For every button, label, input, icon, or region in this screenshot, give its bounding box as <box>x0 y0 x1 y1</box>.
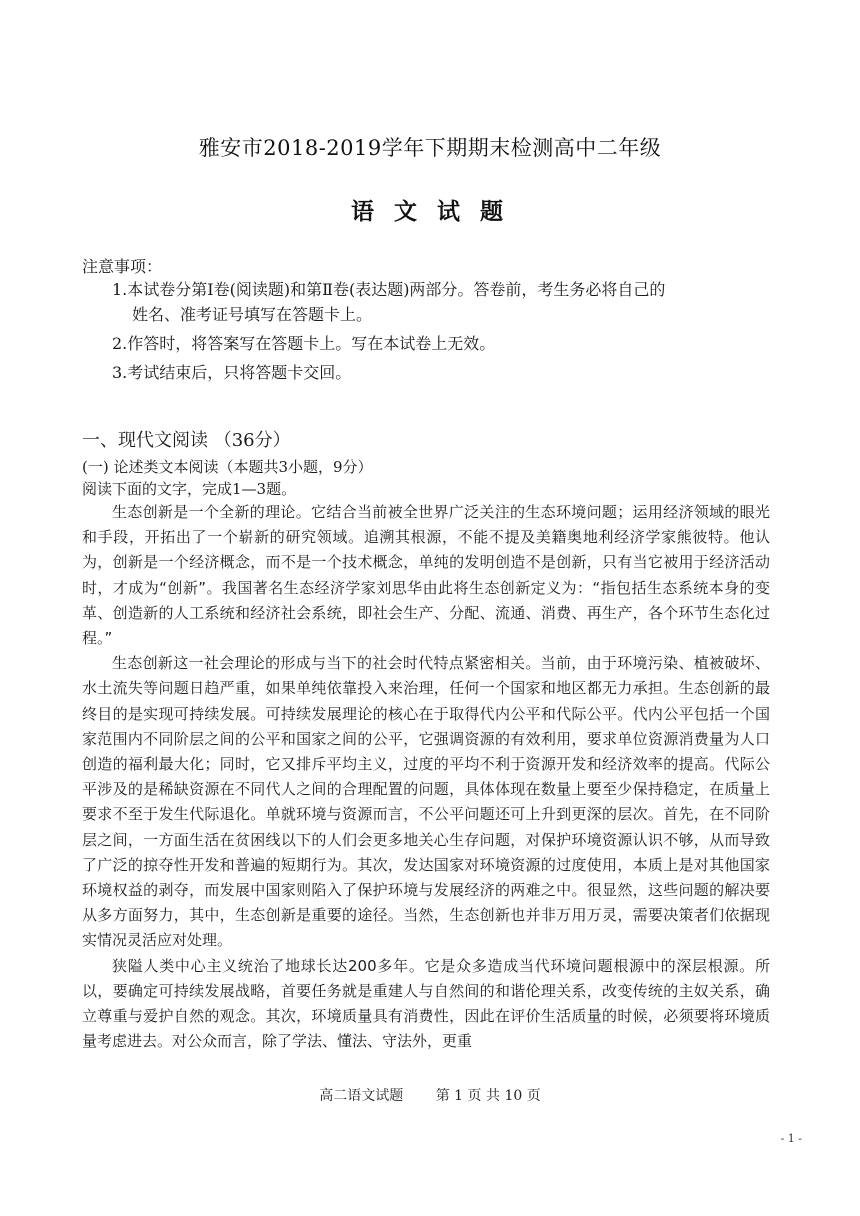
footer-page-number: 第 1 页 共 10 页 <box>435 1088 541 1104</box>
passage-paragraph-3: 狭隘人类中心主义统治了地球长达200多年。它是众多造成当代环境问题根源中的深层根源。所以，要确定可持续发展战略，首要任务就是重建人与自然间的和谐伦理关系，改变传统的主奴关系，确立尊重与爱护自然的观念。其次，环境质量具有消费性，因此在评价生活质量的时候，必须要将环境质量考虑进去。对公众而言，除了学法、懂法、守法外，更重 <box>82 956 770 1051</box>
subsection-heading: (一) 论述类文本阅读（本题共3小题，9分） <box>82 458 373 476</box>
reading-instruction: 阅读下面的文字，完成1—3题。 <box>82 480 297 498</box>
exam-title: 雅安市2018-2019学年下期期末检测高中二年级 <box>198 136 662 160</box>
notice-item-2: 2.作答时，将答案写在答题卡上。写在本试卷上无效。 <box>112 334 496 353</box>
footer-subject: 高二语文试题 <box>319 1088 404 1104</box>
passage-paragraph-1: 生态创新是一个全新的理论。它结合当前被全世界广泛关注的生态环境问题；运用经济领域的眼光和手段，开拓出了一个崭新的研究领域。追溯其根源，不能不提及美籍奥地利经济学家熊彼特。他认为，创新是一个经济概念，而不是一个技术概念，单纯的发明创造不是创新，只有当它被用于经济活动时，才成为“创新”。我国著名生态经济学家刘思华由此将生态创新定义为：“指包括生态系统本身的变革、创造新的人工系统和经济社会系统，即社会生产、分配、流通、消费、再生产，各个环节生态化过程。” <box>82 503 770 648</box>
subject-title: 语 文 试 题 <box>350 198 510 225</box>
section-heading: 一、现代文阅读 （36分） <box>82 430 291 451</box>
passage-paragraph-2: 生态创新这一社会理论的形成与当下的社会时代特点紧密相关。当前，由于环境污染、植被破坏、水土流失等问题日趋严重，如果单纯依靠投入来治理，任何一个国家和地区都无力承担。生态创新的最终目的是实现可持续发展。可持续发展理论的核心在于取得代内公平和代际公平。代内公平包括一个国家范围内不同阶层之间的公平和国家之间的公平，它强调资源的有效利用，要求单位资源消费量为人口创造的福利最大化；同时，它又排斥平均主义，过度的平均不利于资源开发和经济效率的提高。代际公平涉及的是稀缺资源在不同代人之间的合理配置的问题，具体体现在数量上要至少保持稳定，在质量上要求不至于发生代际退化。单就环境与资源而言，不公平问题还可上升到更深的层次。首先，在不同阶层之间，一方面生活在贫困线以下的人们会更多地关心生存问题，对保护环境资源认识不够，从而导致了广泛的掠夺性开发和普遍的短期行为。其次，发达国家对环境资源的过度使用，本质上是对其他国家环境权益的剥夺，而发展中国家则陷入了保护环境与发展经济的两难之中。很显然，这些问题的解决要从多方面努力，其中，生态创新是重要的途径。当然，生态创新也并非万用万灵，需要决策者们依据现实情况灵活应对处理。 <box>82 654 770 950</box>
notice-item-1: 1.本试卷分第Ⅰ卷(阅读题)和第Ⅱ卷(表达题)两部分。答卷前，考生务必将自己的 <box>112 280 666 299</box>
corner-page-number: - 1 - <box>780 1132 802 1145</box>
notice-heading: 注意事项： <box>82 257 163 276</box>
notice-item-3: 3.考试结束后，只将答题卡交回。 <box>112 363 352 382</box>
reading-passage <box>82 500 770 1054</box>
notice-item-1-cont: 姓名、准考证号填写在答题卡上。 <box>132 305 373 324</box>
page-footer <box>0 1085 860 1105</box>
